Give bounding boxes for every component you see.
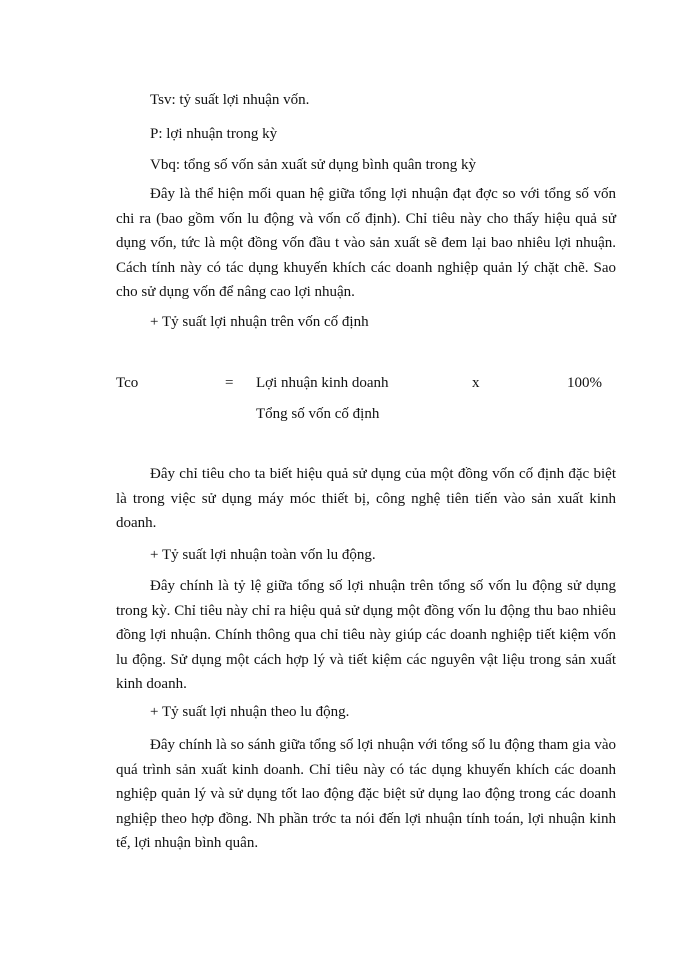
heading-fixed-capital-ratio: + Tỷ suất lợi nhuận trên vốn cố định [150, 314, 369, 330]
definition-vbq: Vbq: tổng số vốn sản xuất sử dụng bình quân trong kỳ [150, 157, 477, 173]
paragraph-capital-return: Đây là thể hiện mối quan hệ giữa tổng lợi nhuận đạt đợc so với tổng số vốn chi ra (bao gồm vốn lu động và vốn cố định). Chỉ tiêu này cho thấy hiệu quả sử dụng vốn, tức là một đồng vốn đầu t vào sản xuất sẽ đem lại bao nhiêu lợi nhuận. Cách tính này có tác dụng khuyến khích các doanh nghiệp quản lý chặt chẽ. Sao cho sử dụng vốn để nâng cao lợi nhuận. [116, 186, 616, 300]
definition-p: P: lợi nhuận trong kỳ [150, 126, 278, 142]
heading-working-capital-ratio: + Tỷ suất lợi nhuận toàn vốn lu động. [150, 547, 376, 563]
heading-labor-ratio: + Tỷ suất lợi nhuận theo lu động. [150, 704, 350, 720]
formula-equals: = [225, 375, 234, 391]
formula-factor: 100% [567, 375, 602, 391]
formula-denominator: Tổng số vốn cố định [256, 406, 380, 422]
definition-tsv: Tsv: tỷ suất lợi nhuận vốn. [150, 92, 310, 108]
formula-numerator: Lợi nhuận kinh doanh [256, 375, 389, 391]
paragraph-working-capital: Đây chính là tỷ lệ giữa tổng số lợi nhuận trên tổng số vốn lu động sử dụng trong kỳ. Chỉ tiêu này chỉ ra hiệu quả sử dụng một đồng vốn lu động thu bao nhiêu đồng lợi nhuận. Chính thông qua chỉ tiêu này giúp các doanh nghiệp tiết kiệm vốn lu động. Sử dụng một cách hợp lý và tiết kiệm các nguyên vật liệu trong sản xuất kinh doanh. [116, 578, 616, 692]
paragraph-labor: Đây chính là so sánh giữa tổng số lợi nhuận với tổng số lu động tham gia vào quá trình sản xuất kinh doanh. Chỉ tiêu này có tác dụng khuyến khích các doanh nghiệp quản lý và sử dụng tốt lao động đặc biệt sử dụng lao động trong các doanh nghiệp theo hợp đồng. Nh phần trớc ta nói đến lợi nhuận tính toán, lợi nhuận kinh tế, lợi nhuận bình quân. [116, 737, 616, 851]
formula-times: x [472, 375, 480, 391]
paragraph-fixed-capital: Đây chỉ tiêu cho ta biết hiệu quả sử dụng của một đồng vốn cố định đặc biệt là trong việc sử dụng máy móc thiết bị, công nghệ tiên tiến vào sản xuất kinh doanh. [116, 466, 616, 531]
formula-lhs: Tco [116, 375, 139, 391]
